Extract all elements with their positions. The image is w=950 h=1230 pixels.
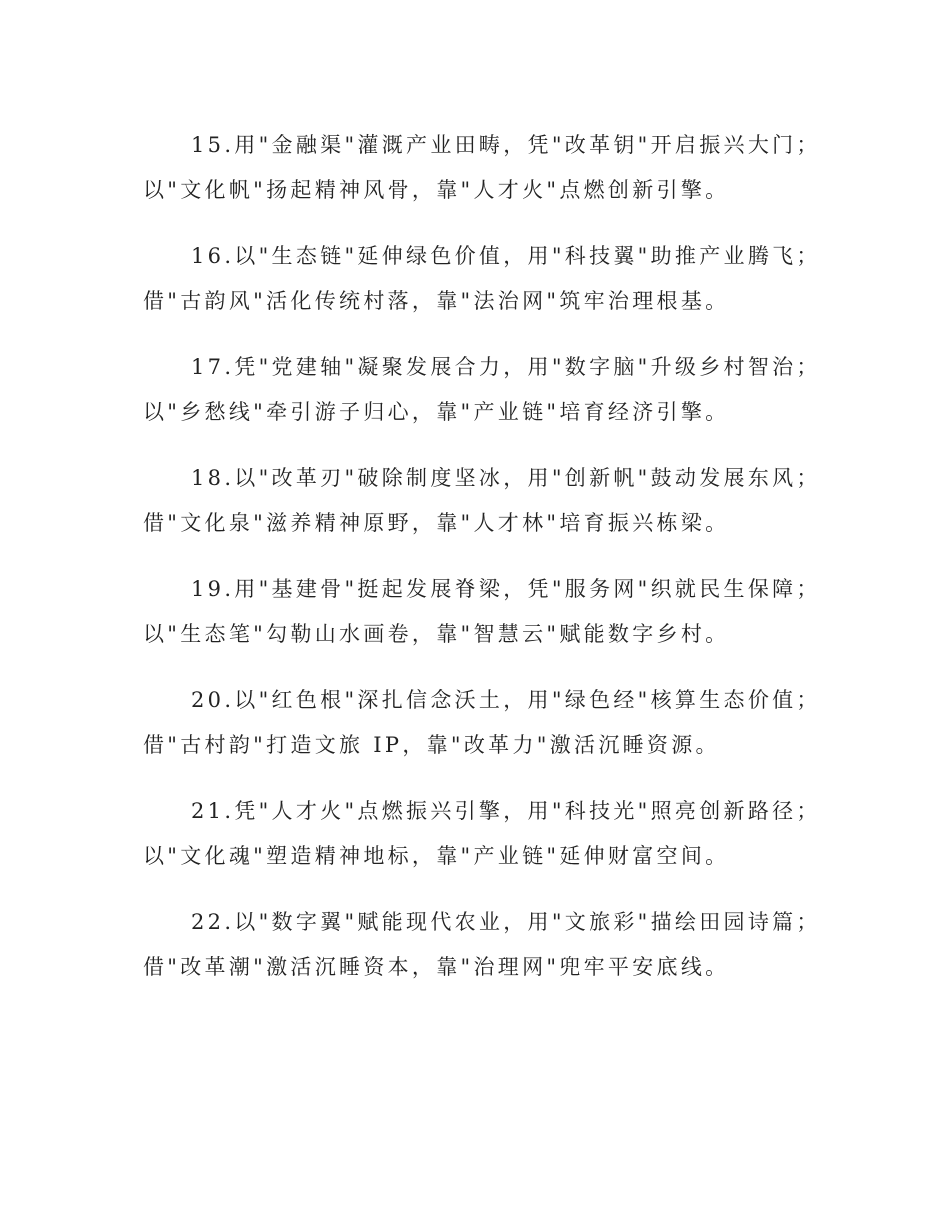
paragraph-20 xyxy=(143,678,821,768)
paragraph-19 xyxy=(143,567,821,657)
paragraph-line: 18.以"改革刃"破除制度坚冰，用"创新帆"鼓动发展东风； xyxy=(191,466,821,490)
paragraph-line: 借"文化泉"滋养精神原野，靠"人才林"培育振兴栋梁。 xyxy=(143,511,730,535)
paragraph-22 xyxy=(143,900,821,990)
paragraph-line: 以"文化魂"塑造精神地标，靠"产业链"延伸财富空间。 xyxy=(143,844,730,868)
paragraph-line: 借"古韵风"活化传统村落，靠"法治网"筑牢治理根基。 xyxy=(143,289,730,313)
paragraph-line: 22.以"数字翼"赋能现代农业，用"文旅彩"描绘田园诗篇； xyxy=(191,910,821,934)
paragraph-line: 借"古村韵"打造文旅 IP，靠"改革力"激活沉睡资源。 xyxy=(143,733,720,757)
paragraph-16 xyxy=(143,234,821,324)
paragraph-line: 以"乡愁线"牵引游子归心，靠"产业链"培育经济引擎。 xyxy=(143,400,730,424)
paragraph-line: 16.以"生态链"延伸绿色价值，用"科技翼"助推产业腾飞； xyxy=(191,244,821,268)
paragraph-line: 17.凭"党建轴"凝聚发展合力，用"数字脑"升级乡村智治； xyxy=(191,355,821,379)
paragraph-line: 15.用"金融渠"灌溉产业田畴，凭"改革钥"开启振兴大门； xyxy=(191,133,821,157)
paragraph-line: 借"改革潮"激活沉睡资本，靠"治理网"兜牢平安底线。 xyxy=(143,955,730,979)
document-body xyxy=(143,123,821,1011)
paragraph-18 xyxy=(143,456,821,546)
paragraph-17 xyxy=(143,345,821,435)
paragraph-line: 20.以"红色根"深扎信念沃土，用"绿色经"核算生态价值； xyxy=(191,688,821,712)
paragraph-line: 以"文化帆"扬起精神风骨，靠"人才火"点燃创新引擎。 xyxy=(143,178,730,202)
paragraph-15 xyxy=(143,123,821,213)
paragraph-line: 21.凭"人才火"点燃振兴引擎，用"科技光"照亮创新路径； xyxy=(191,799,821,823)
paragraph-21 xyxy=(143,789,821,879)
paragraph-line: 19.用"基建骨"挺起发展脊梁，凭"服务网"织就民生保障； xyxy=(191,577,821,601)
paragraph-line: 以"生态笔"勾勒山水画卷，靠"智慧云"赋能数字乡村。 xyxy=(143,622,730,646)
